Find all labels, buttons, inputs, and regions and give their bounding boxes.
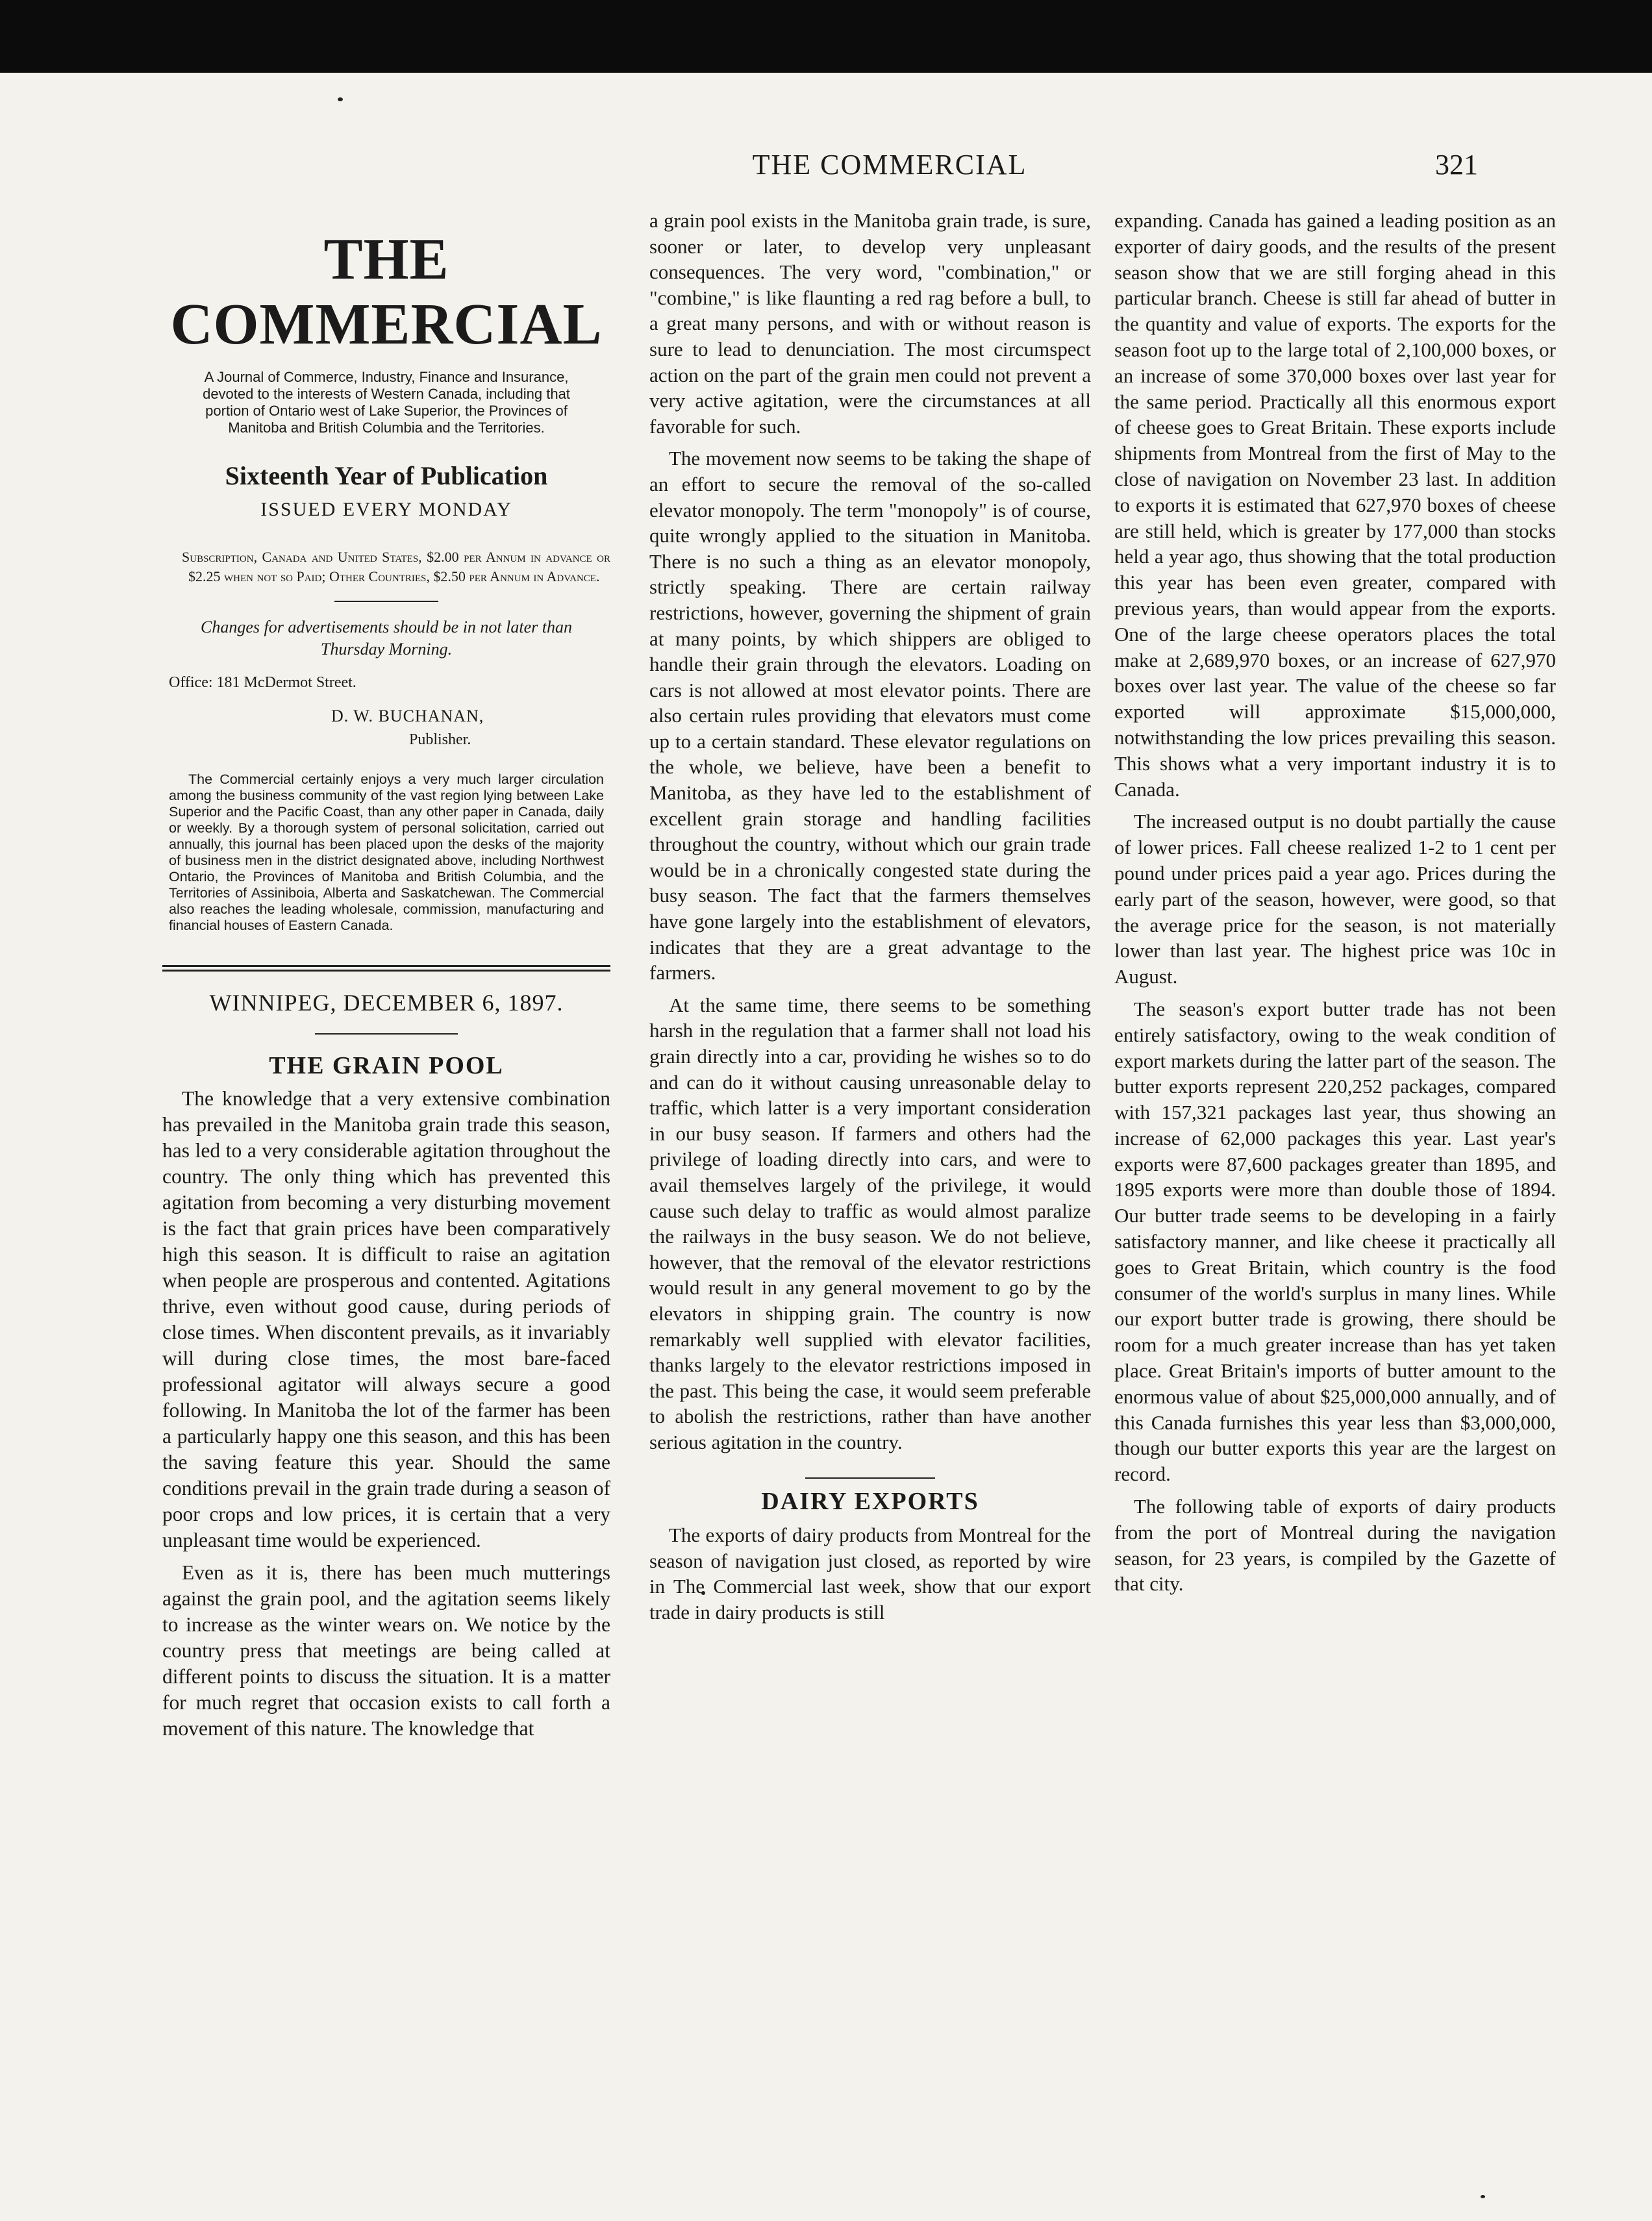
publisher-name: D. W. BUCHANAN, [331, 707, 484, 725]
article-paragraph: The exports of dairy products from Montreal for the season of navigation just closed, as reported by wire in The Commercial last week, show that our export trade in dairy products is still [649, 1524, 1091, 1624]
article-paragraph: The movement now seems to be taking the shape of an effort to secure the removal of the so-called elevator monopoly. The term "monopoly" is of course, quite wrongly applied to the situation in Manitoba. There is no such a thing as an elevator monopoly, strictly speaking. There are certain railway restrictions, however, governing the shipment of grain at many points, by which shippers are obliged to handle their grain through the elevators. Loading on cars is not allowed at most elevator points. There are also certain rules providing that elevators must come up to a certain standard. These elevator regulations on the whole, we believe, have been a benefit to Manitoba, as they have led to the establishment of excellent grain storage and handling facilities throughout the country, without which our grain trade would be in a chronically congested state during the busy season. The fact that the farmers themselves have gone largely into the establishment of elevators, indicates that they are a great advantage to the farmers. [649, 447, 1091, 985]
column-3 [1114, 208, 1556, 1603]
scan-speck [1481, 2195, 1485, 2198]
double-divider [162, 965, 610, 972]
column-2 [649, 208, 1091, 1631]
article-paragraph: The season's export butter trade has not been entirely satisfactory, owing to the weak condition of export markets during the latter part of the season. The butter exports represent 220,252 packages, compared with 157,321 packages last year, thus showing an increase of 62,000 packages this year. Last year's exports were 87,600 packages greater than 1895, and 1895 exports were more than double those of 1894. Our butter trade seems to be developing in a fairly satisfactory manner, and like cheese it practically all goes to Great Britain, which country is the food consumer of the world's surplus in many lines. While our export butter trade is growing, there should be room for a much greater increase than has yet taken place. Great Britain's imports of butter amount to the enormous value of about $25,000,000 annually, and of this Canada furnishes this year less than $3,000,000, though our butter exports this year are the largest on record. [1114, 997, 1556, 1486]
column-1 [162, 208, 610, 1748]
divider [334, 601, 438, 602]
article-paragraph: Even as it is, there has been much mutterings against the grain pool, and the agitation seems likely to increase as the winter wears on. We notice by the country press that meetings are being called at different points to discuss the situation. It is a matter for much regret that occasion exists to call forth a movement of this nature. The knowledge that [162, 1561, 610, 1740]
scan-speck [338, 97, 343, 101]
circulation-notice: The Commercial certainly enjoys a very much larger circulation among the business community of the vast region lying between Lake Superior and the Pacific Coast, than any other paper in Canada, daily or weekly. By a thorough system of personal solicitation, carried out annually, this journal has been placed upon the desks of the majority of business men in the district designated above, including Northwest Ontario, the Provinces of Manitoba and British Columbia, and the Territories of Assiniboia, Alberta and Saskatchewan. The Commercial also reaches the leading wholesale, commission, manufacturing and financial houses of Eastern Canada. [169, 772, 604, 933]
article-heading-dairy-exports: DAIRY EXPORTS [761, 1487, 979, 1515]
page-number: 321 [1435, 149, 1478, 181]
page-header [0, 148, 1652, 194]
article-heading-grain-pool: THE GRAIN POOL [269, 1052, 504, 1079]
running-title: THE COMMERCIAL [752, 149, 1027, 181]
divider [315, 1033, 458, 1035]
issued-line: ISSUED EVERY MONDAY [260, 499, 512, 520]
article-paragraph: expanding. Canada has gained a leading position as an exporter of dairy goods, and the results of the present season show that we are still forging ahead in this particular branch. Cheese is still far ahead of butter in the quantity and value of exports. The exports for the season foot up to the large total of 2,100,000 boxes, or an increase of some 370,000 boxes over last year for the same period. Practically all this enormous export of cheese goes to Great Britain. These exports include shipments from Montreal from the first of May to the close of navigation on November 23 last. In addition to exports it is estimated that 627,970 boxes of cheese are still held, which is greater by 177,000 than stocks held a year ago, thus showing that the total production this year has been even greater, compared with previous years, than would appear from the exports. One of the large cheese operators places the total make at 2,689,970 boxes, or an increase of 627,970 boxes over last year. The value of the cheese so far exported will approximate $15,000,000, notwithstanding the low prices prevailing this season. This shows what a very important industry it is to Canada. [1114, 209, 1556, 801]
publisher-title: Publisher. [409, 731, 471, 748]
subscription-terms: Subscription, Canada and United States, $2.00 per Annum in advance or $2.25 when not so Paid; Other Countries, $2.50 per Annum in Advance. [182, 549, 610, 584]
article-paragraph: a grain pool exists in the Manitoba grain trade, is sure, sooner or later, to develop very unpleasant consequences. The very word, "combination," or "combine," is like flaunting a red rag before a bull, to a great many persons, and with or without reason is sure to lead to denunciation. The most circumspect action on the part of the grain men could not prevent a very active agitation, were the circumstances at all favorable for such. [649, 209, 1091, 438]
article-paragraph: The knowledge that a very extensive combination has prevailed in the Manitoba grain trade this season, has led to a very considerable agitation throughout the country. The only thing which has prevented this agitation from becoming a very disturbing movement is the fact that grain prices have been comparatively high this season. It is difficult to raise an agitation when people are prosperous and contented. Agitations thrive, even without good cause, during periods of close times. When discontent prevails, as it invariably will during close times, the most bare-faced professional agitator will always secure a good following. In Manitoba the lot of the farmer has been a particularly happy one this season, and this has been the saving feature this year. Should the same conditions prevail in the grain trade during a season of poor crops and low prices, it is certain that a very unpleasant time would be experienced. [162, 1087, 610, 1551]
dateline: WINNIPEG, DECEMBER 6, 1897. [209, 990, 564, 1016]
masthead-description: A Journal of Commerce, Industry, Finance and Insurance, devoted to the interests of Western Canada, including that portion of Ontario west of Lake Superior, the Provinces of Manitoba and British Columbia and the Territories. [203, 369, 570, 436]
masthead-title: THE COMMERCIAL [170, 227, 603, 357]
office-address: Office: 181 McDermot Street. [169, 674, 357, 691]
article-paragraph: The increased output is no doubt partially the cause of lower prices. Fall cheese realized 1-2 to 1 cent per pound under prices paid a year ago. Prices during the early part of the season, however, were good, so that the average price for the season, is not materially lower than last year. The highest price was 10c in August. [1114, 810, 1556, 988]
scan-top-border [0, 0, 1652, 73]
advertisement-notice: Changes for advertisements should be in not later than Thursday Morning. [201, 618, 572, 659]
publication-year: Sixteenth Year of Publication [225, 461, 548, 490]
divider [805, 1477, 935, 1479]
article-paragraph: The following table of exports of dairy products from the port of Montreal during the navigation season, for 23 years, is compiled by the Gazette of that city. [1114, 1495, 1556, 1596]
article-paragraph: At the same time, there seems to be something harsh in the regulation that a farmer shall not load his grain directly into a car, providing he wishes so to do and can do it without causing unreasonable delay to traffic, which latter is a very important consideration in our busy season. If farmers and others had the privilege of loading directly into cars, and were to avail themselves largely of the privilege, it would cause such delay to traffic as would almost paralize the railways in the busy season. We do not believe, however, that the removal of the elevator restrictions would result in any general movement to go by the elevators in shipping grain. The country is now remarkably well supplied with elevator facilities, thanks largely to the elevator restrictions imposed in the past. This being the case, it would seem preferable to abolish the restrictions, rather than have another serious agitation in the country. [649, 993, 1091, 1453]
